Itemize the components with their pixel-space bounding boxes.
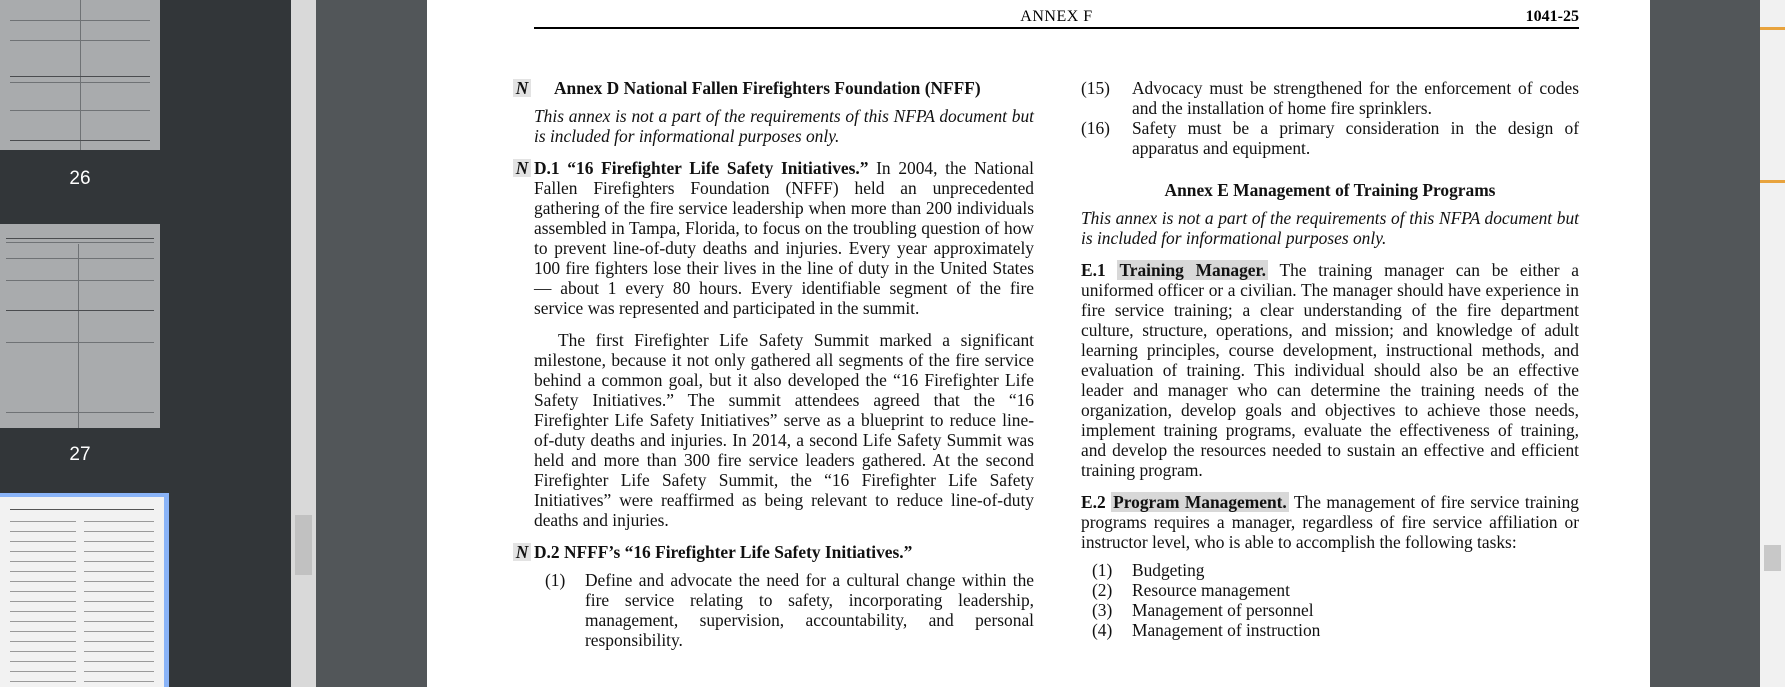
list-item [534, 570, 1034, 650]
section-e2-text: The management of fire service training programs requires a manager, regardless of fire service affiliation or instructor level, who is able to accomplish the following tasks: [1081, 492, 1579, 552]
page-thumbnail[interactable] [0, 0, 160, 150]
document-page [427, 0, 1650, 687]
section-e2-number: E.2 [1081, 492, 1106, 512]
thumbnail-sidebar [0, 0, 291, 687]
sidebar-scroll-thumb[interactable] [295, 515, 312, 575]
list-item-text: Advocacy must be strengthened for the enforcement of codes and the installation of home fire sprinklers. [1132, 78, 1579, 118]
list-item-number: (2) [1092, 580, 1113, 600]
list-item [1081, 600, 1579, 620]
list-item [1081, 560, 1579, 580]
annex-d-title: Annex D National Fallen Firefighters Foundation (NFFF) [554, 78, 981, 98]
scroll-marker [1760, 180, 1785, 183]
section-e2-heading-highlight: Program Management. [1113, 492, 1287, 512]
list-item-text: Budgeting [1132, 560, 1205, 580]
list-item [1081, 580, 1579, 600]
document-scrollbar[interactable] [1760, 0, 1785, 687]
running-header-annex: ANNEX F [1020, 8, 1093, 25]
list-item-text: Management of personnel [1132, 600, 1314, 620]
list-item-number: (1) [545, 570, 566, 590]
page-thumbnail-current[interactable] [0, 497, 164, 687]
section-e1-number: E.1 [1081, 260, 1106, 280]
list-item [1081, 78, 1579, 118]
section-d2-heading: D.2 NFFF’s “16 Firefighter Life Safety Initiatives.” [534, 542, 913, 562]
scroll-marker [1760, 27, 1785, 30]
page-number-label: 27 [69, 444, 91, 465]
sidebar-scrollbar[interactable] [291, 0, 316, 687]
section-d1-heading: D.1 “16 Firefighter Life Safety Initiatives.” [534, 158, 869, 178]
list-item-text: Define and advocate the need for a cultural change within the fire service relating to safety, incorporating leadership, management, supervision, accountability, and personal responsibility. [585, 570, 1034, 650]
list-item-number: (16) [1081, 118, 1110, 138]
list-item-number: (3) [1092, 600, 1113, 620]
list-item-number: (15) [1081, 78, 1110, 98]
list-item [1081, 118, 1579, 158]
annex-d-note: This annex is not a part of the requirements of this NFPA document but is included for informational purposes only. [534, 106, 1034, 146]
list-item [1081, 620, 1579, 640]
section-e1-heading-highlight: Training Manager. [1119, 260, 1266, 280]
annex-e-title: Annex E Management of Training Programs [1164, 180, 1496, 200]
new-material-marker: N [513, 79, 531, 97]
running-header [534, 8, 1579, 29]
new-material-marker: N [513, 543, 531, 561]
list-item-number: (1) [1092, 560, 1113, 580]
left-column [515, 78, 1034, 650]
document-scroll-thumb[interactable] [1764, 545, 1781, 571]
page-number: 1041-25 [1525, 8, 1579, 25]
section-d1-text: In 2004, the National Fallen Firefighters Foundation (NFFF) held an unprecedented gathering of the fire service leadership when more than 200 individuals assembled in Tampa, Florida, to focus on the troubling question of how to prevent line-of-duty deaths and injuries. Every year approximately 100 fire fighters lose their lives in the line of duty in the United States — about 1 every 80 hours. Every identifiable segment of the fire service was represented and participated in the summit. [534, 158, 1034, 318]
list-item-text: Resource management [1132, 580, 1290, 600]
list-item-number: (4) [1092, 620, 1113, 640]
section-d1-paragraph-2: The first Firefighter Life Safety Summit marked a significant milestone, because it not only gathered all segments of the fire service behind a common goal, but it also developed the “16 Firefighter Life Safety Initiatives.” The summit attendees agreed that the “16 Firefighter Life Safety Initiatives” serve as a blueprint to reduce line-of-duty deaths and injuries. In 2014, a second Life Safety Summit was held and more than 300 fire service leaders gathered. At the second Firefighter Life Safety Summit, the “16 Firefighter Life Safety Initiatives” were reaffirmed as being relevant to reduce line-of-duty deaths and injuries. [534, 330, 1034, 530]
section-e1-text: The training manager can be either a uniformed officer or a civilian. The manager should have experience in fire service training; a clear understanding of the fire department culture, structure, operations, and mission; and knowledge of adult learning principles, course development, instructional methods, and evaluation of training. This individual should also be an effective leader and manager who can determine the training needs of the organization, develop goals and objectives to achieve those needs, implement training programs, evaluate the effectiveness of training, and develop the resources needed to sustain an effective and efficient training program. [1081, 260, 1579, 480]
right-column [1081, 78, 1579, 640]
page-number-label: 26 [69, 168, 91, 189]
annex-e-note: This annex is not a part of the requirements of this NFPA document but is included for informational purposes only. [1081, 208, 1579, 248]
page-thumbnail[interactable] [0, 224, 160, 428]
list-item-text: Management of instruction [1132, 620, 1321, 640]
new-material-marker: N [513, 159, 531, 177]
list-item-text: Safety must be a primary consideration in the design of apparatus and equipment. [1132, 118, 1579, 158]
